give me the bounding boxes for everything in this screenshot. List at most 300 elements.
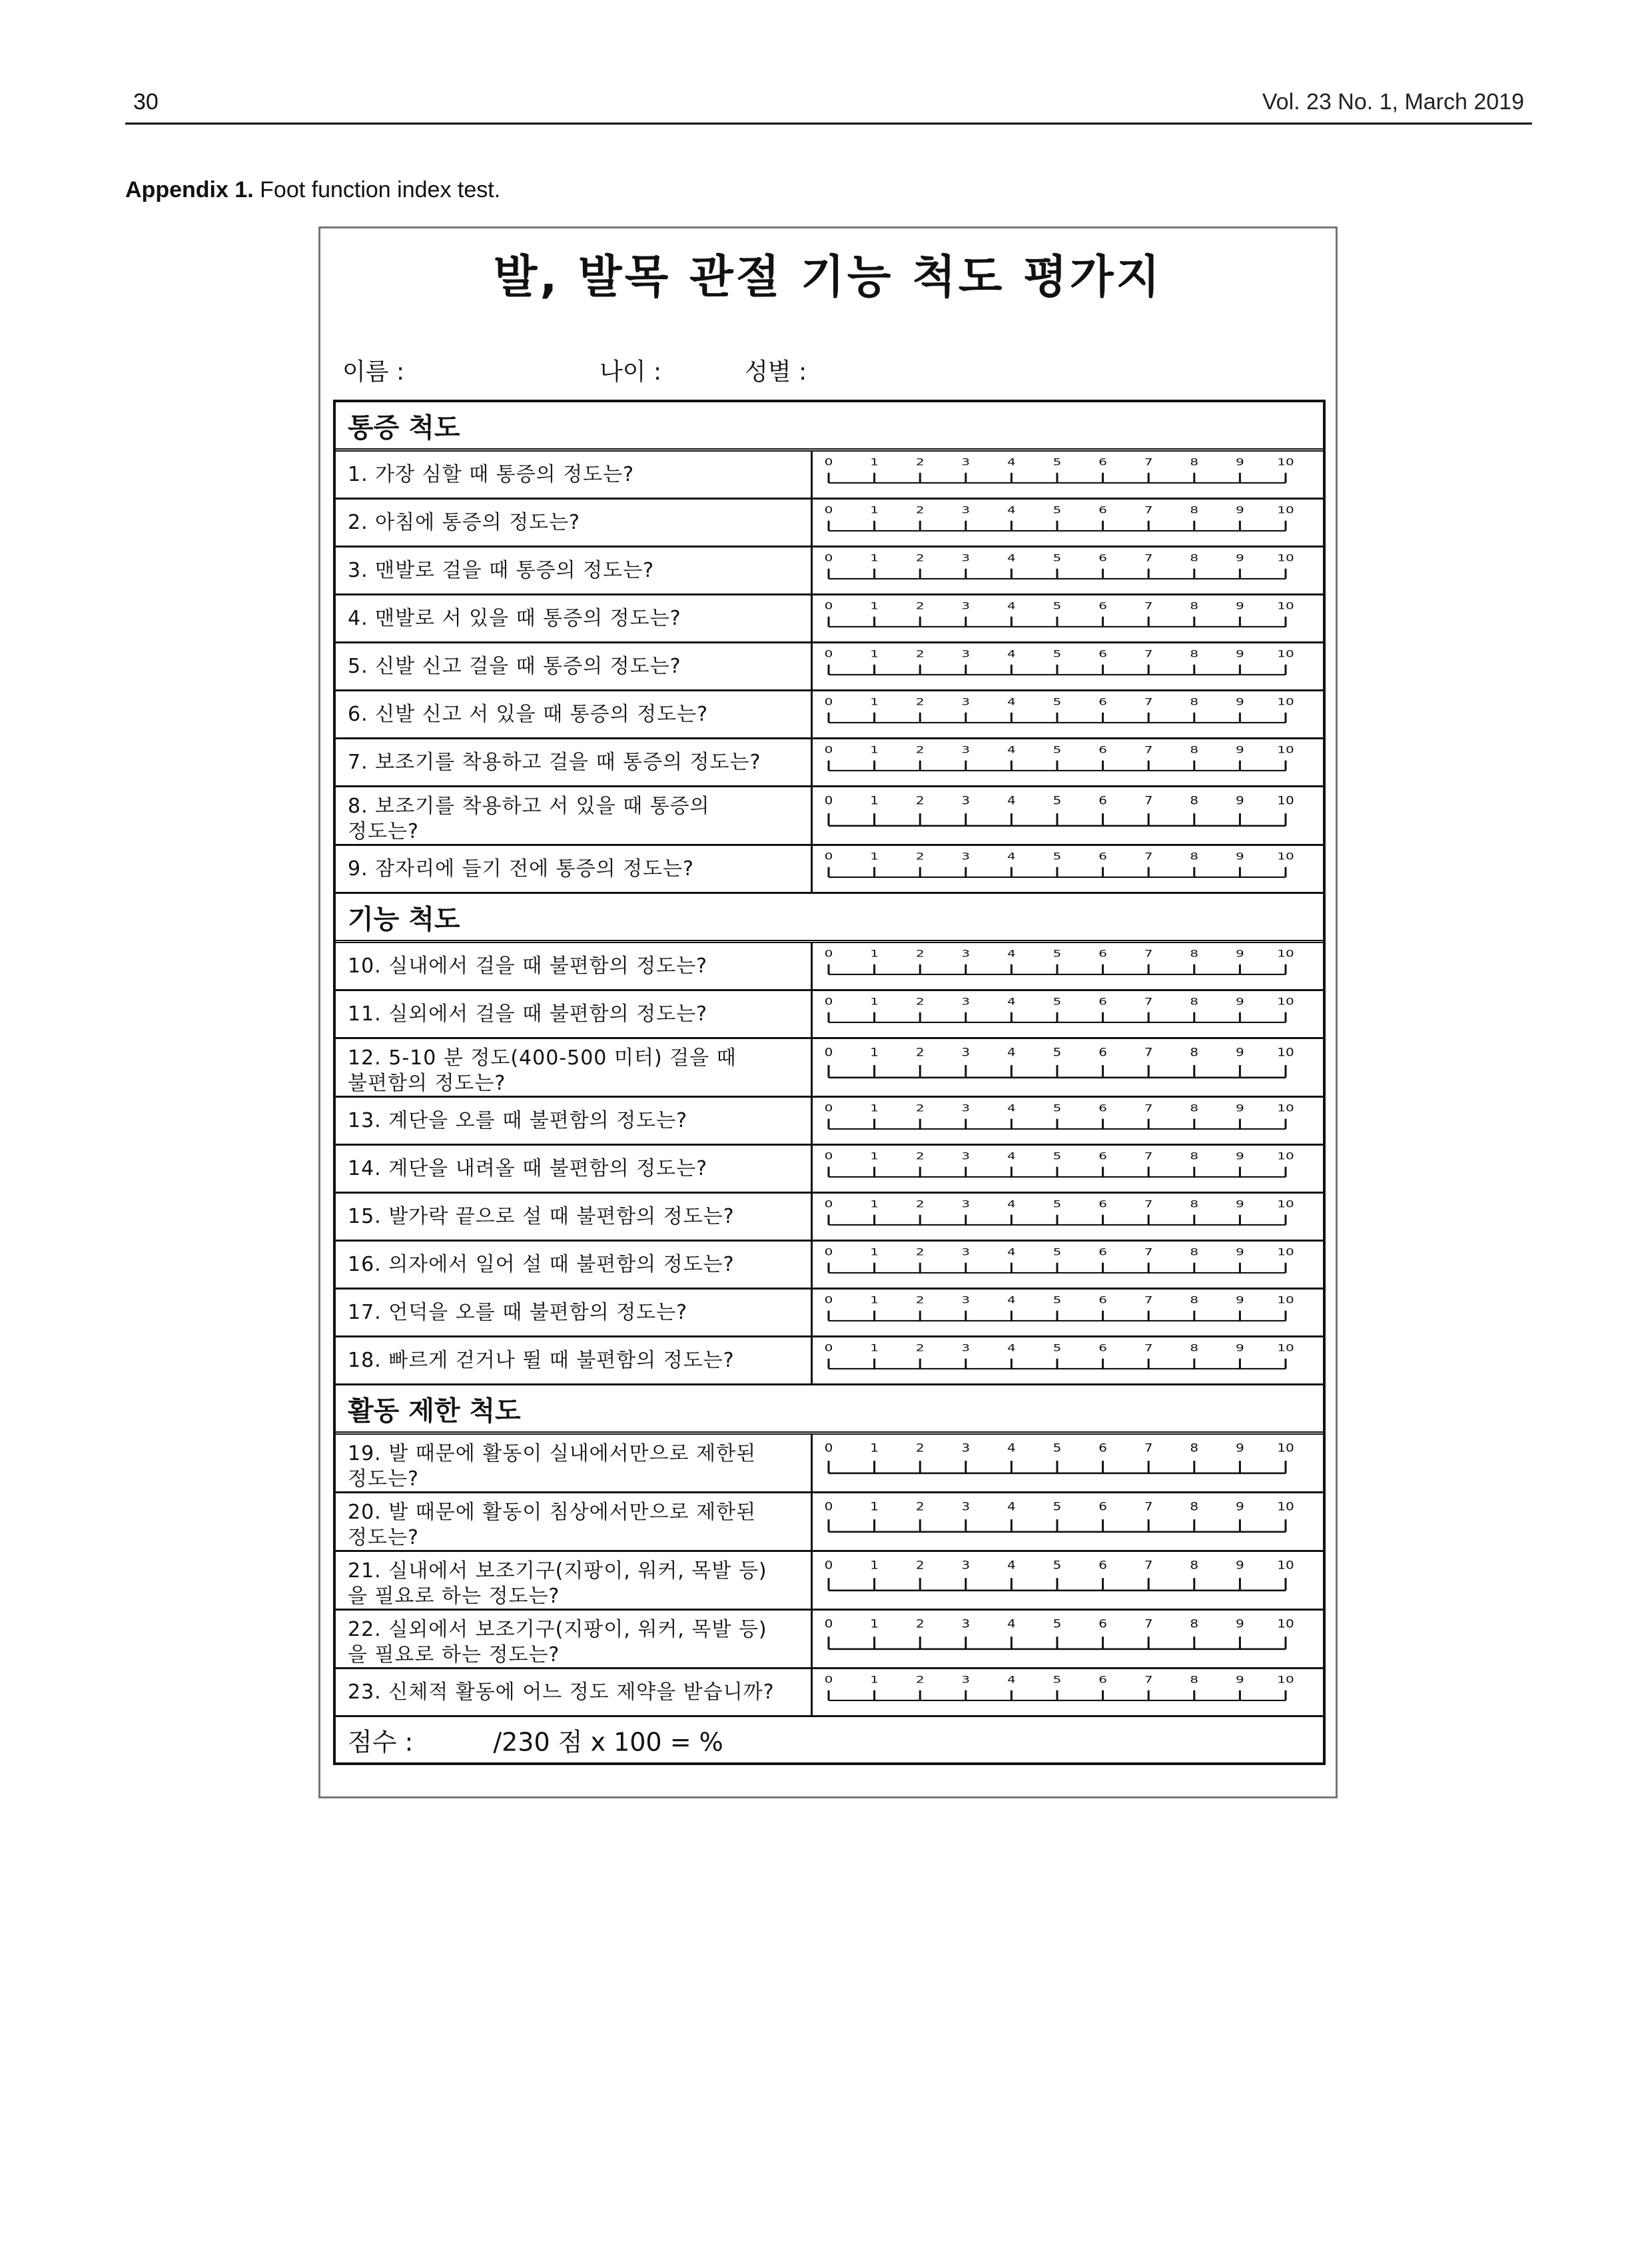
rating-scale[interactable] <box>813 846 1326 892</box>
question-text: 10. 실내에서 걸을 때 불편함의 정도는? <box>348 954 708 978</box>
scale-label-4: 4 <box>1007 1295 1016 1306</box>
question-text: 13. 계단을 오를 때 불편함의 정도는? <box>348 1108 688 1132</box>
scale-label-1: 1 <box>870 1151 879 1162</box>
scale-label-5: 5 <box>1052 1046 1062 1060</box>
question-row <box>333 739 1326 787</box>
caption-label: Appendix 1. <box>125 177 254 202</box>
scale-label-1: 1 <box>870 794 879 808</box>
scale-label-1: 1 <box>870 851 879 863</box>
scale-label-2: 2 <box>915 1151 925 1162</box>
scale-label-8: 8 <box>1190 794 1199 808</box>
question-cell <box>333 452 813 498</box>
scale-label-7: 7 <box>1144 457 1153 468</box>
page-number: 30 <box>133 89 159 115</box>
question-row <box>333 1290 1326 1337</box>
scale-cell[interactable] <box>813 991 1326 1037</box>
scale-label-8: 8 <box>1190 553 1199 564</box>
scale-label-7: 7 <box>1144 1295 1153 1306</box>
scale-label-9: 9 <box>1236 948 1244 960</box>
question-text: 19. 발 때문에 활동이 실내에서만으로 제한된 정도는? <box>348 1442 757 1491</box>
scale-label-9: 9 <box>1236 505 1244 516</box>
rating-scale[interactable] <box>813 1435 1326 1491</box>
scale-label-3: 3 <box>961 1441 971 1455</box>
scale-cell[interactable] <box>813 548 1326 593</box>
scale-label-10: 10 <box>1277 649 1294 660</box>
question-cell <box>333 1435 813 1491</box>
scale-label-9: 9 <box>1236 1675 1244 1686</box>
scale-label-5: 5 <box>1052 1500 1062 1514</box>
question-text: 3. 맨발로 걸을 때 통증의 정도는? <box>348 558 654 582</box>
rating-scale[interactable] <box>813 739 1326 785</box>
scale-label-8: 8 <box>1190 1247 1199 1258</box>
question-row <box>333 548 1326 595</box>
scale-label-1: 1 <box>870 745 879 756</box>
rating-scale[interactable] <box>813 787 1326 844</box>
scale-label-1: 1 <box>870 996 879 1008</box>
scale-label-8: 8 <box>1190 851 1199 863</box>
scale-label-0: 0 <box>824 1295 833 1306</box>
scale-label-6: 6 <box>1098 1675 1107 1686</box>
scale-label-0: 0 <box>824 851 833 863</box>
question-text: 2. 아침에 통증의 정도는? <box>348 510 580 534</box>
scale-label-6: 6 <box>1098 745 1107 756</box>
scale-label-4: 4 <box>1007 1199 1016 1210</box>
scale-label-3: 3 <box>961 996 971 1008</box>
scale-label-3: 3 <box>961 1559 971 1573</box>
scale-cell[interactable] <box>813 1493 1326 1550</box>
scale-label-9: 9 <box>1236 1343 1244 1354</box>
rating-scale[interactable] <box>813 1098 1326 1144</box>
scale-label-0: 0 <box>824 457 833 468</box>
question-cell <box>333 500 813 546</box>
scale-label-6: 6 <box>1098 1199 1107 1210</box>
rating-scale[interactable] <box>813 943 1326 989</box>
scale-label-4: 4 <box>1007 457 1016 468</box>
scale-label-8: 8 <box>1190 1617 1199 1631</box>
scale-label-2: 2 <box>915 649 925 660</box>
scale-label-7: 7 <box>1144 1046 1153 1060</box>
rating-scale[interactable] <box>813 1552 1326 1609</box>
scale-label-6: 6 <box>1098 1247 1107 1258</box>
scale-label-10: 10 <box>1277 553 1294 564</box>
scale-label-9: 9 <box>1236 851 1244 863</box>
question-row <box>333 1435 1326 1493</box>
scale-label-6: 6 <box>1098 457 1107 468</box>
scale-label-6: 6 <box>1098 1500 1107 1514</box>
scale-cell[interactable] <box>813 943 1326 989</box>
scale-cell[interactable] <box>813 500 1326 546</box>
question-cell <box>333 1337 813 1383</box>
scale-cell[interactable] <box>813 1290 1326 1335</box>
scale-label-7: 7 <box>1144 1441 1153 1455</box>
scale-cell[interactable] <box>813 1337 1326 1383</box>
scale-label-0: 0 <box>824 1247 833 1258</box>
scale-label-10: 10 <box>1277 745 1294 756</box>
scale-cell[interactable] <box>813 691 1326 737</box>
scale-label-8: 8 <box>1190 1103 1199 1114</box>
scale-cell[interactable] <box>813 643 1326 689</box>
scale-label-2: 2 <box>915 1559 925 1573</box>
scale-label-10: 10 <box>1277 601 1294 612</box>
scale-label-10: 10 <box>1277 1559 1294 1573</box>
scale-label-10: 10 <box>1277 1617 1294 1631</box>
question-cell <box>333 1290 813 1335</box>
scale-label-5: 5 <box>1052 457 1062 468</box>
question-cell <box>333 643 813 689</box>
scale-label-0: 0 <box>824 948 833 960</box>
scale-label-5: 5 <box>1052 1617 1062 1631</box>
scale-cell[interactable] <box>813 1669 1326 1715</box>
scale-label-0: 0 <box>824 553 833 564</box>
scale-cell[interactable] <box>813 1242 1326 1288</box>
scale-cell[interactable] <box>813 595 1326 641</box>
scale-label-0: 0 <box>824 1559 833 1573</box>
age-label: 나이 : <box>600 358 662 386</box>
scale-label-9: 9 <box>1236 1441 1244 1455</box>
scale-label-3: 3 <box>961 1675 971 1686</box>
scale-cell[interactable] <box>813 1194 1326 1240</box>
scale-label-6: 6 <box>1098 794 1107 808</box>
scale-label-8: 8 <box>1190 1295 1199 1306</box>
scale-label-4: 4 <box>1007 649 1016 660</box>
scale-label-2: 2 <box>915 996 925 1008</box>
question-cell <box>333 1669 813 1715</box>
scale-label-6: 6 <box>1098 1559 1107 1573</box>
scale-label-10: 10 <box>1277 1295 1294 1306</box>
rating-scale[interactable] <box>813 1669 1326 1715</box>
scale-label-2: 2 <box>915 553 925 564</box>
rating-scale[interactable] <box>813 1290 1326 1335</box>
scale-label-5: 5 <box>1052 1199 1062 1210</box>
scale-cell[interactable] <box>813 1146 1326 1192</box>
scale-label-0: 0 <box>824 1343 833 1354</box>
scale-label-2: 2 <box>915 1343 925 1354</box>
scale-label-9: 9 <box>1236 553 1244 564</box>
question-text: 8. 보조기를 착용하고 서 있을 때 통증의 정도는? <box>348 795 710 843</box>
rating-scale[interactable] <box>813 1242 1326 1288</box>
scale-label-4: 4 <box>1007 553 1016 564</box>
scale-label-7: 7 <box>1144 1617 1153 1631</box>
question-text: 23. 신체적 활동에 어느 정도 제약을 받습니까? <box>348 1680 775 1704</box>
scale-label-9: 9 <box>1236 697 1244 708</box>
scale-label-2: 2 <box>915 794 925 808</box>
scale-cell[interactable] <box>813 1552 1326 1609</box>
scale-label-9: 9 <box>1236 1199 1244 1210</box>
scale-label-7: 7 <box>1144 996 1153 1008</box>
scale-label-5: 5 <box>1052 1295 1062 1306</box>
scale-label-2: 2 <box>915 1441 925 1455</box>
rating-scale[interactable] <box>813 1194 1326 1240</box>
scale-label-1: 1 <box>870 1441 879 1455</box>
scale-label-2: 2 <box>915 1675 925 1686</box>
scale-label-8: 8 <box>1190 1441 1199 1455</box>
question-row <box>333 991 1326 1039</box>
question-cell <box>333 846 813 892</box>
scale-label-5: 5 <box>1052 1247 1062 1258</box>
question-cell <box>333 1098 813 1144</box>
question-row <box>333 595 1326 643</box>
scale-label-1: 1 <box>870 1675 879 1686</box>
scale-label-10: 10 <box>1277 505 1294 516</box>
scale-label-3: 3 <box>961 697 971 708</box>
scale-label-3: 3 <box>961 745 971 756</box>
question-cell <box>333 739 813 785</box>
scale-label-0: 0 <box>824 1617 833 1631</box>
scale-label-5: 5 <box>1052 1103 1062 1114</box>
scale-label-2: 2 <box>915 697 925 708</box>
rating-scale[interactable] <box>813 1146 1326 1192</box>
scale-cell[interactable] <box>813 787 1326 844</box>
scale-label-0: 0 <box>824 697 833 708</box>
scale-cell[interactable] <box>813 846 1326 892</box>
question-row <box>333 1039 1326 1098</box>
scale-label-8: 8 <box>1190 1046 1199 1060</box>
scale-label-9: 9 <box>1236 457 1244 468</box>
scale-label-6: 6 <box>1098 505 1107 516</box>
scale-label-9: 9 <box>1236 1295 1244 1306</box>
question-text: 4. 맨발로 서 있을 때 통증의 정도는? <box>348 606 681 630</box>
scale-label-1: 1 <box>870 505 879 516</box>
scale-label-4: 4 <box>1007 745 1016 756</box>
rating-scale[interactable] <box>813 1611 1326 1667</box>
scale-label-9: 9 <box>1236 1617 1244 1631</box>
question-row <box>333 943 1326 991</box>
scale-label-5: 5 <box>1052 851 1062 863</box>
scale-label-0: 0 <box>824 505 833 516</box>
scale-label-3: 3 <box>961 794 971 808</box>
scale-label-7: 7 <box>1144 505 1153 516</box>
scale-label-5: 5 <box>1052 697 1062 708</box>
rating-scale[interactable] <box>813 1039 1326 1096</box>
scale-label-4: 4 <box>1007 794 1016 808</box>
question-text: 18. 빠르게 걷거나 뛸 때 불편함의 정도는? <box>348 1348 735 1372</box>
header-rule <box>125 123 1532 125</box>
scale-label-3: 3 <box>961 1247 971 1258</box>
scale-label-9: 9 <box>1236 601 1244 612</box>
scale-cell[interactable] <box>813 739 1326 785</box>
question-row <box>333 787 1326 846</box>
scale-label-5: 5 <box>1052 1343 1062 1354</box>
scale-label-10: 10 <box>1277 1151 1294 1162</box>
scale-label-0: 0 <box>824 996 833 1008</box>
scale-label-8: 8 <box>1190 948 1199 960</box>
rating-scale[interactable] <box>813 548 1326 593</box>
question-text: 20. 발 때문에 활동이 침상에서만으로 제한된 정도는? <box>348 1501 757 1549</box>
rating-scale[interactable] <box>813 595 1326 641</box>
scale-label-3: 3 <box>961 505 971 516</box>
scale-label-10: 10 <box>1277 794 1294 808</box>
score-row <box>333 1717 1326 1762</box>
scale-label-4: 4 <box>1007 1103 1016 1114</box>
scale-label-8: 8 <box>1190 649 1199 660</box>
scale-label-2: 2 <box>915 505 925 516</box>
scale-label-10: 10 <box>1277 1500 1294 1514</box>
scale-label-9: 9 <box>1236 745 1244 756</box>
scale-label-8: 8 <box>1190 1343 1199 1354</box>
scale-label-5: 5 <box>1052 794 1062 808</box>
scale-label-9: 9 <box>1236 1046 1244 1060</box>
scale-label-3: 3 <box>961 1617 971 1631</box>
scale-label-0: 0 <box>824 1500 833 1514</box>
scale-label-8: 8 <box>1190 1675 1199 1686</box>
rating-scale[interactable] <box>813 991 1326 1037</box>
caption-text: Foot function index test. <box>253 177 501 202</box>
scale-label-4: 4 <box>1007 1247 1016 1258</box>
scale-label-8: 8 <box>1190 745 1199 756</box>
scale-label-2: 2 <box>915 1295 925 1306</box>
scale-label-9: 9 <box>1236 1500 1244 1514</box>
scale-label-5: 5 <box>1052 1559 1062 1573</box>
scale-label-1: 1 <box>870 1295 879 1306</box>
question-cell <box>333 1146 813 1192</box>
rating-scale[interactable] <box>813 691 1326 737</box>
scale-label-6: 6 <box>1098 1343 1107 1354</box>
section-title: 기능 척도 <box>348 904 460 934</box>
question-cell <box>333 1611 813 1667</box>
scale-label-7: 7 <box>1144 745 1153 756</box>
scale-label-5: 5 <box>1052 1675 1062 1686</box>
scale-label-3: 3 <box>961 1103 971 1114</box>
scale-label-8: 8 <box>1190 1500 1199 1514</box>
rating-scale[interactable] <box>813 1337 1326 1383</box>
question-text: 11. 실외에서 걸을 때 불편함의 정도는? <box>348 1002 708 1026</box>
scale-label-10: 10 <box>1277 1103 1294 1114</box>
scale-label-7: 7 <box>1144 1151 1153 1162</box>
scale-label-7: 7 <box>1144 601 1153 612</box>
rating-scale[interactable] <box>813 452 1326 498</box>
scale-label-2: 2 <box>915 1046 925 1060</box>
question-cell <box>333 1493 813 1550</box>
scale-label-1: 1 <box>870 1199 879 1210</box>
scale-label-3: 3 <box>961 1151 971 1162</box>
scale-label-0: 0 <box>824 1199 833 1210</box>
question-text: 16. 의자에서 일어 설 때 불편함의 정도는? <box>348 1252 735 1276</box>
scale-label-7: 7 <box>1144 851 1153 863</box>
sex-label: 성별 : <box>745 358 807 386</box>
scale-label-1: 1 <box>870 457 879 468</box>
scale-label-7: 7 <box>1144 553 1153 564</box>
section-header <box>333 1385 1326 1435</box>
scale-label-6: 6 <box>1098 851 1107 863</box>
score-formula: /230 점 x 100 = % <box>493 1727 723 1757</box>
scale-label-3: 3 <box>961 553 971 564</box>
scale-cell[interactable] <box>813 1611 1326 1667</box>
scale-cell[interactable] <box>813 1435 1326 1491</box>
scale-label-10: 10 <box>1277 457 1294 468</box>
scale-label-6: 6 <box>1098 1151 1107 1162</box>
question-row <box>333 1552 1326 1611</box>
question-cell <box>333 1194 813 1240</box>
question-text: 5. 신발 신고 걸을 때 통증의 정도는? <box>348 654 681 678</box>
scale-label-3: 3 <box>961 851 971 863</box>
question-row <box>333 1669 1326 1717</box>
scale-label-9: 9 <box>1236 1247 1244 1258</box>
scale-label-6: 6 <box>1098 1617 1107 1631</box>
scale-label-7: 7 <box>1144 794 1153 808</box>
question-row <box>333 1242 1326 1290</box>
scale-label-8: 8 <box>1190 996 1199 1008</box>
scale-label-2: 2 <box>915 851 925 863</box>
scale-label-3: 3 <box>961 1500 971 1514</box>
scale-label-4: 4 <box>1007 601 1016 612</box>
scale-label-9: 9 <box>1236 1559 1244 1573</box>
scale-label-6: 6 <box>1098 697 1107 708</box>
scale-label-4: 4 <box>1007 1151 1016 1162</box>
question-text: 21. 실내에서 보조기구(지팡이, 워커, 목발 등) 을 필요로 하는 정도는? <box>348 1559 767 1608</box>
scale-label-4: 4 <box>1007 996 1016 1008</box>
rating-scale[interactable] <box>813 1493 1326 1550</box>
name-label: 이름 : <box>342 358 405 386</box>
scale-label-1: 1 <box>870 1103 879 1114</box>
scale-label-4: 4 <box>1007 1617 1016 1631</box>
question-row <box>333 1493 1326 1552</box>
question-row <box>333 500 1326 548</box>
question-text: 15. 발가락 끝으로 설 때 불편함의 정도는? <box>348 1204 735 1228</box>
scale-label-1: 1 <box>870 1617 879 1631</box>
scale-label-3: 3 <box>961 457 971 468</box>
scale-label-1: 1 <box>870 1343 879 1354</box>
question-text: 17. 언덕을 오를 때 불편함의 정도는? <box>348 1300 688 1324</box>
scale-label-7: 7 <box>1144 1500 1153 1514</box>
scale-label-7: 7 <box>1144 1675 1153 1686</box>
question-row <box>333 643 1326 691</box>
scale-label-1: 1 <box>870 1500 879 1514</box>
scale-label-10: 10 <box>1277 1441 1294 1455</box>
scale-label-5: 5 <box>1052 996 1062 1008</box>
scale-label-9: 9 <box>1236 996 1244 1008</box>
scale-label-10: 10 <box>1277 996 1294 1008</box>
scale-cell[interactable] <box>813 1039 1326 1096</box>
scale-label-7: 7 <box>1144 649 1153 660</box>
scale-label-5: 5 <box>1052 948 1062 960</box>
scale-label-3: 3 <box>961 1295 971 1306</box>
scale-cell[interactable] <box>813 1098 1326 1144</box>
rating-scale[interactable] <box>813 500 1326 546</box>
scale-label-10: 10 <box>1277 1199 1294 1210</box>
scale-label-9: 9 <box>1236 649 1244 660</box>
scale-label-9: 9 <box>1236 1103 1244 1114</box>
scale-label-10: 10 <box>1277 1675 1294 1686</box>
scale-label-6: 6 <box>1098 1046 1107 1060</box>
question-text: 9. 잠자리에 들기 전에 통증의 정도는? <box>348 857 694 881</box>
scale-label-6: 6 <box>1098 553 1107 564</box>
scale-label-10: 10 <box>1277 851 1294 863</box>
scale-label-3: 3 <box>961 1343 971 1354</box>
score-text <box>348 1722 803 1758</box>
question-cell <box>333 787 813 844</box>
scale-label-5: 5 <box>1052 1151 1062 1162</box>
appendix-caption <box>125 177 500 203</box>
rating-scale[interactable] <box>813 643 1326 689</box>
scale-label-4: 4 <box>1007 1675 1016 1686</box>
scale-label-7: 7 <box>1144 948 1153 960</box>
scale-label-4: 4 <box>1007 1343 1016 1354</box>
scale-label-2: 2 <box>915 601 925 612</box>
question-text: 22. 실외에서 보조기구(지팡이, 워커, 목발 등) 을 필요로 하는 정도는? <box>348 1618 767 1667</box>
scale-label-1: 1 <box>870 1046 879 1060</box>
scale-label-2: 2 <box>915 1199 925 1210</box>
question-row <box>333 1194 1326 1242</box>
question-row <box>333 452 1326 500</box>
journal-info: Vol. 23 No. 1, March 2019 <box>1262 89 1524 115</box>
scale-label-5: 5 <box>1052 745 1062 756</box>
scale-cell[interactable] <box>813 452 1326 498</box>
scale-label-5: 5 <box>1052 601 1062 612</box>
question-cell <box>333 1552 813 1609</box>
score-label: 점수 : <box>348 1727 414 1757</box>
scale-label-4: 4 <box>1007 948 1016 960</box>
scale-label-3: 3 <box>961 1199 971 1210</box>
